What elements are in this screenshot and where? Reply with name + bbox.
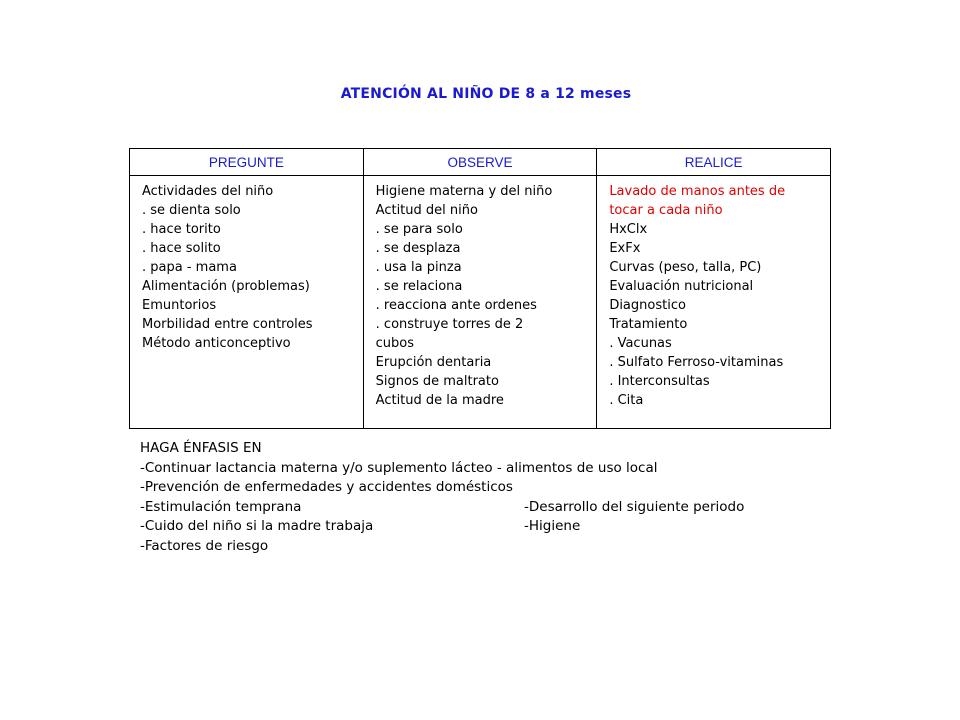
list-item: . hace torito [142,222,221,237]
list-item: Curvas (peso, talla, PC) [609,260,762,275]
cell-pregunte [130,176,364,429]
emphasis-item: -Cuido del niño si la madre trabaja [140,518,374,534]
emphasis-item: -Continuar lactancia materna y/o suplemento lácteo - alimentos de uso local [140,459,658,476]
list-item: Tratamiento [609,317,688,332]
list-item: . Cita [609,393,644,408]
attention-table [129,148,831,429]
list-item: . Sulfato Ferroso-vitaminas [609,355,784,370]
emphasis-item: -Estimulación temprana [140,498,302,515]
cell-realice [597,176,831,429]
table-header-row [130,149,831,176]
list-item: cubos [375,336,415,351]
list-item: . usa la pinza [375,260,462,275]
list-item: Actitud del niño [375,203,478,218]
emphasis-row [140,498,840,518]
list-item: ExFx [609,241,641,256]
list-item: Emuntorios [142,298,217,313]
list-item: Evaluación nutricional [609,279,754,294]
header-pregunte: PREGUNTE [130,149,364,176]
list-item: Signos de maltrato [375,374,499,389]
list-item: . se relaciona [375,279,463,294]
emphasis-item: -Prevención de enfermedades y accidentes domésticos [140,479,513,495]
list-item: Erupción dentaria [375,355,492,370]
list-item: . se dienta solo [142,203,241,218]
list-item: . Interconsultas [609,374,710,389]
list-item: . Vacunas [609,336,672,351]
list-item: Morbilidad entre controles [142,317,313,332]
list-item: . se desplaza [375,241,461,256]
list-item: . hace solito [142,241,221,256]
list-item: . reacciona ante ordenes [375,298,537,313]
table-row [130,176,831,429]
emphasis-heading: HAGA ÉNFASIS EN [140,440,262,456]
list-item: Método anticonceptivo [142,336,291,351]
hand-washing-note: tocar a cada niño [609,203,723,218]
emphasis-item: -Desarrollo del siguiente periodo [524,498,745,515]
emphasis-row [140,517,840,537]
list-item: . papa - mama [142,260,237,275]
cell-observe [363,176,597,429]
page-title: ATENCIÓN AL NIÑO DE 8 a 12 meses [340,86,632,102]
header-realice: REALICE [597,149,831,176]
header-observe: OBSERVE [363,149,597,176]
list-item: Actividades del niño [142,184,274,199]
list-item: . construye torres de 2 [375,317,524,332]
list-item: Higiene materna y del niño [375,184,553,199]
list-item: . se para solo [375,222,463,237]
list-item: Alimentación (problemas) [142,279,310,294]
hand-washing-note: Lavado de manos antes de [609,184,786,199]
list-item: HxClx [609,222,648,237]
emphasis-item: -Higiene [524,518,581,534]
emphasis-item: -Factores de riesgo [140,537,269,554]
emphasis-section [140,439,840,556]
list-item: Diagnostico [609,298,686,313]
list-item: Actitud de la madre [375,393,504,408]
